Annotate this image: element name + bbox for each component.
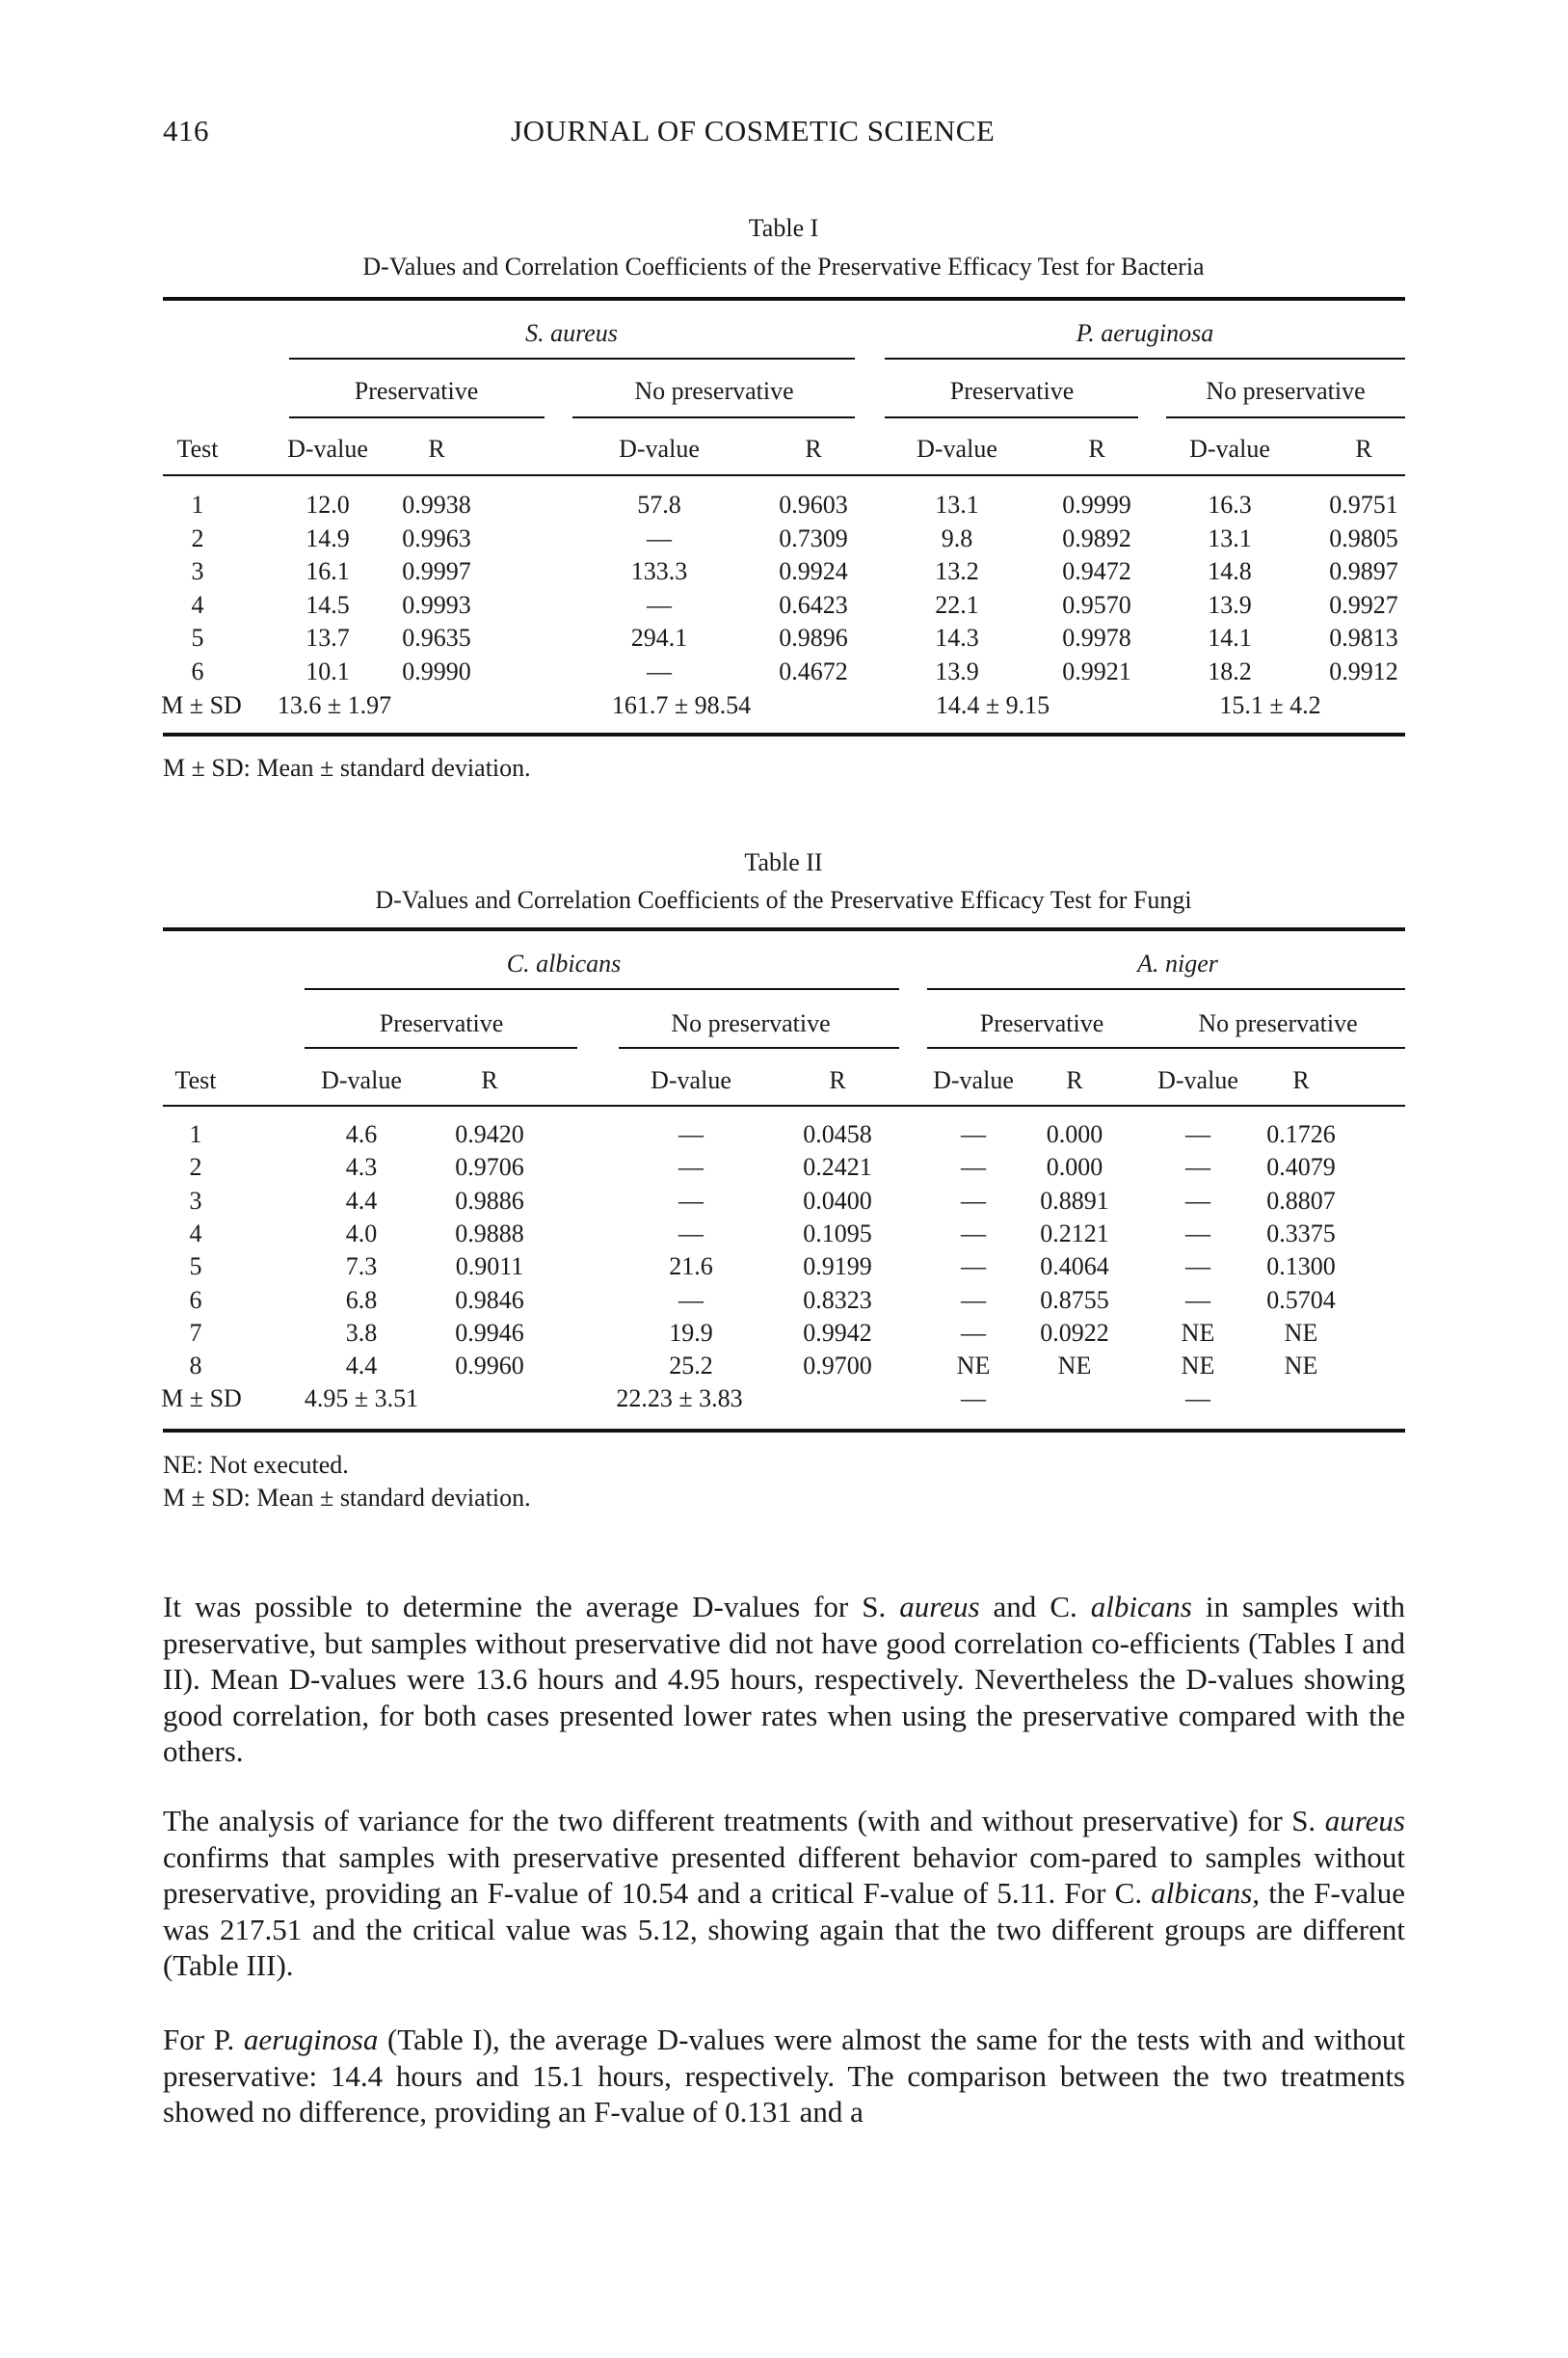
row-test-number: 5: [189, 1252, 202, 1281]
table-cell: 18.2: [1208, 657, 1252, 685]
table-cell: 0.9993: [402, 590, 471, 619]
column-header: R: [1355, 435, 1372, 463]
table-cell: —: [961, 1318, 986, 1347]
table-cell: 0.9886: [455, 1186, 524, 1215]
column-header-test: Test: [174, 1066, 217, 1094]
row-test-number: 2: [189, 1153, 202, 1182]
paragraph-text: The analysis of variance for the two different treatments (with and without preservative) for: [163, 1804, 1292, 1837]
table-cell: 0.2121: [1040, 1219, 1109, 1247]
table-cell: —: [647, 523, 672, 552]
table-cell: 0.9990: [402, 657, 471, 685]
species-name: aureus: [1324, 1804, 1405, 1837]
group-header: Preservative: [979, 1009, 1104, 1037]
organism-underline: [927, 988, 1405, 990]
table-cell: 133.3: [630, 557, 688, 586]
table-cell: 0.1726: [1266, 1120, 1336, 1148]
group-header: No preservative: [1198, 1009, 1358, 1037]
organism-header: C. albicans: [506, 950, 622, 978]
column-header: D-value: [651, 1066, 731, 1094]
paragraph-text: confirms that samples with preservative presented different behavior com-pared to samples without preservative, providing an F-value of 10.54 and a critical F-value of 5.11. For: [163, 1839, 1405, 1910]
column-header: R: [428, 435, 445, 463]
row-test-number: 4: [191, 590, 204, 619]
summary-value: —: [1185, 1384, 1210, 1413]
paragraph-text: (Table I), the average D-values were almost the same for the tests with and without preservative: 14.4 hours and 15.1 hours, respectively. The comparison between the two treatments showed no difference, providing an F-value of 0.131 and a: [163, 2023, 1405, 2129]
table-footnote: M ± SD: Mean ± standard deviation.: [163, 754, 531, 782]
journal-title: JOURNAL OF COSMETIC SCIENCE: [511, 114, 996, 147]
organism-header: S. aureus: [525, 319, 618, 347]
table-cell: NE: [1181, 1352, 1215, 1380]
table-cell: 13.9: [935, 657, 979, 685]
organism-underline: [289, 358, 855, 360]
organism-header: P. aeruginosa: [1076, 319, 1214, 347]
body-paragraph: [163, 2022, 1405, 2130]
table-caption: D-Values and Correlation Coefficients of the Preservative Efficacy Test for Bacteria: [362, 253, 1205, 281]
column-header: D-value: [287, 435, 368, 463]
table-footnote: NE: Not executed.: [163, 1451, 349, 1479]
table-cell: 9.8: [941, 523, 973, 552]
table-cell: 0.9706: [455, 1153, 524, 1182]
table-cell: 14.9: [306, 523, 350, 552]
table-cell: —: [961, 1285, 986, 1314]
table-cell: 14.8: [1208, 557, 1252, 586]
table-cell: —: [1185, 1219, 1210, 1247]
table-cell: 4.3: [345, 1153, 378, 1182]
row-test-number: 4: [189, 1219, 202, 1247]
table-cell: 0.0458: [803, 1120, 872, 1148]
table-bottom-rule: [163, 733, 1405, 737]
organism-header: A. niger: [1137, 950, 1218, 978]
table-cell: 0.9846: [455, 1285, 524, 1314]
table-cell: 0.9472: [1062, 557, 1131, 586]
table-cell: —: [1185, 1120, 1210, 1148]
table-bottom-rule: [163, 1429, 1405, 1433]
table-cell: —: [961, 1186, 986, 1215]
paragraph-text: S.: [862, 1590, 900, 1623]
table-cell: —: [678, 1120, 704, 1148]
group-header: No preservative: [1206, 377, 1366, 405]
table-cell: 0.9570: [1062, 590, 1131, 619]
table-cell: 0.1300: [1266, 1252, 1336, 1281]
table-cell: —: [961, 1153, 986, 1182]
table-cell: 16.3: [1208, 491, 1252, 519]
table-cell: —: [647, 590, 672, 619]
table-cell: 10.1: [306, 657, 350, 685]
summary-label: M ± SD: [161, 1384, 242, 1413]
paragraph-text: C.: [1114, 1876, 1152, 1910]
summary-label: M ± SD: [161, 690, 242, 719]
table-cell: 22.1: [935, 590, 979, 619]
group-header: Preservative: [949, 377, 1075, 405]
group-underline: [1151, 1047, 1405, 1049]
table-cell: 0.5704: [1266, 1285, 1336, 1314]
species-name: aeruginosa: [243, 2023, 379, 2056]
body-paragraph: [163, 1803, 1405, 1984]
table-cell: 0.7309: [779, 523, 848, 552]
group-header: Preservative: [379, 1009, 504, 1037]
table-cell: 0.9946: [455, 1318, 524, 1347]
row-test-number: 3: [191, 557, 204, 586]
column-header: D-value: [1157, 1066, 1238, 1094]
table-cell: 13.9: [1208, 590, 1252, 619]
group-underline: [885, 416, 1138, 418]
body-paragraph: [163, 1589, 1405, 1770]
paragraph-text: It was possible to determine the average D-values for: [163, 1590, 863, 1623]
table-cell: 0.4079: [1266, 1153, 1336, 1182]
table-cell: 0.9924: [779, 557, 848, 586]
column-header: R: [829, 1066, 846, 1094]
column-header-test: Test: [176, 435, 219, 463]
table-cell: NE: [1181, 1318, 1215, 1347]
table-cell: 0.8323: [803, 1285, 872, 1314]
table-cell: 14.3: [935, 624, 979, 653]
summary-value: 161.7 ± 98.54: [611, 690, 752, 719]
table-cell: 0.9997: [402, 557, 471, 586]
row-test-number: 1: [191, 491, 204, 519]
group-header: Preservative: [354, 377, 479, 405]
summary-value: 15.1 ± 4.2: [1219, 690, 1321, 719]
table-cell: —: [678, 1186, 704, 1215]
table-cell: NE: [956, 1352, 991, 1380]
table-cell: 0.9942: [803, 1318, 872, 1347]
table-cell: 13.2: [935, 557, 979, 586]
table-label: Table II: [744, 848, 823, 876]
table-cell: 4.4: [345, 1186, 378, 1215]
table-cell: 3.8: [345, 1318, 378, 1347]
table-cell: 0.2421: [803, 1153, 872, 1182]
table-cell: 0.8755: [1040, 1285, 1109, 1314]
table-cell: —: [961, 1120, 986, 1148]
table-cell: 0.9011: [455, 1252, 524, 1281]
table-cell: 0.9896: [779, 624, 848, 653]
summary-value: 22.23 ± 3.83: [616, 1384, 743, 1413]
table-cell: 14.1: [1208, 624, 1252, 653]
group-underline: [1166, 416, 1405, 418]
paragraph-text: and: [979, 1590, 1050, 1623]
column-header: R: [1066, 1066, 1083, 1094]
row-test-number: 3: [189, 1186, 202, 1215]
table-cell: 14.5: [306, 590, 350, 619]
group-underline: [289, 416, 545, 418]
table-cell: —: [678, 1285, 704, 1314]
table-cell: 294.1: [630, 624, 688, 653]
column-header: D-value: [321, 1066, 402, 1094]
table-cell: 0.1095: [803, 1219, 872, 1247]
group-underline: [305, 1047, 577, 1049]
table-cell: 13.1: [935, 491, 979, 519]
table-cell: 0.0922: [1040, 1318, 1109, 1347]
header-rule: [163, 1105, 1405, 1107]
table-cell: 0.8891: [1040, 1186, 1109, 1215]
table-top-rule: [163, 297, 1405, 301]
column-header: D-value: [933, 1066, 1014, 1094]
table-cell: 21.6: [669, 1252, 713, 1281]
table-cell: 0.9813: [1329, 624, 1398, 653]
column-header: R: [1292, 1066, 1310, 1094]
table-cell: 4.6: [345, 1120, 378, 1148]
species-name: albicans,: [1151, 1876, 1261, 1910]
organism-underline: [885, 358, 1405, 360]
row-test-number: 5: [191, 624, 204, 653]
table-cell: NE: [1057, 1352, 1092, 1380]
row-test-number: 7: [189, 1318, 202, 1347]
header-rule: [163, 474, 1405, 476]
table-cell: —: [1185, 1186, 1210, 1215]
row-test-number: 1: [189, 1120, 202, 1148]
table-cell: 0.9912: [1329, 657, 1398, 685]
species-name: aureus: [899, 1590, 980, 1623]
row-test-number: 6: [189, 1285, 202, 1314]
page-number: 416: [163, 114, 209, 147]
column-header: D-value: [1189, 435, 1270, 463]
table-cell: 0.9927: [1329, 590, 1398, 619]
row-test-number: 2: [191, 523, 204, 552]
table-cell: NE: [1284, 1352, 1318, 1380]
table-cell: 0.9978: [1062, 624, 1131, 653]
table-cell: 19.9: [669, 1318, 713, 1347]
table-cell: 0.9420: [455, 1120, 524, 1148]
column-header: R: [1088, 435, 1105, 463]
paragraph-text: in samples with preservative, but samples without preservative did not have good correlation co-efficients (Tables I and II). Mean D-values were 13.6 hours and 4.95 hours, respectively. Nevertheless the D-values showing good correlation, for both cases presented lower rates when using the preservative compared with the others.: [163, 1590, 1405, 1768]
summary-value: 4.95 ± 3.51: [304, 1384, 419, 1413]
column-header: D-value: [917, 435, 997, 463]
summary-value: 14.4 ± 9.15: [935, 690, 1050, 719]
table-cell: 0.4064: [1040, 1252, 1109, 1281]
table-cell: 0.000: [1046, 1120, 1103, 1148]
paragraph-text: P.: [213, 2023, 244, 2056]
table-cell: 57.8: [637, 491, 681, 519]
table-cell: —: [961, 1219, 986, 1247]
table-top-rule: [163, 927, 1405, 931]
paragraph-text: S.: [1291, 1804, 1325, 1837]
table-cell: NE: [1284, 1318, 1318, 1347]
table-cell: 0.0400: [803, 1186, 872, 1215]
organism-underline: [305, 988, 899, 990]
table-cell: 0.9960: [455, 1352, 524, 1380]
table-caption: D-Values and Correlation Coefficients of the Preservative Efficacy Test for Fungi: [375, 886, 1192, 914]
table-cell: —: [678, 1153, 704, 1182]
table-cell: 0.9892: [1062, 523, 1131, 552]
summary-value: 13.6 ± 1.97: [277, 690, 392, 719]
table-cell: 0.9938: [402, 491, 471, 519]
table-cell: 7.3: [345, 1252, 378, 1281]
table-cell: 12.0: [306, 491, 350, 519]
group-header: No preservative: [634, 377, 794, 405]
group-underline: [572, 416, 855, 418]
group-underline: [927, 1047, 1152, 1049]
summary-value: —: [961, 1384, 986, 1413]
group-underline: [619, 1047, 899, 1049]
paragraph-text: C.: [1050, 1590, 1091, 1623]
table-cell: 25.2: [669, 1352, 713, 1380]
group-header: No preservative: [671, 1009, 831, 1037]
table-cell: 16.1: [306, 557, 350, 586]
table-cell: 0.9751: [1329, 491, 1398, 519]
paragraph-text: For: [163, 2023, 214, 2056]
table-cell: 0.9921: [1062, 657, 1131, 685]
table-cell: 0.3375: [1266, 1219, 1336, 1247]
table-cell: 13.1: [1208, 523, 1252, 552]
table-cell: 4.4: [345, 1352, 378, 1380]
table-cell: 0.000: [1046, 1153, 1103, 1182]
table-cell: 0.9963: [402, 523, 471, 552]
table-cell: 4.0: [345, 1219, 378, 1247]
row-test-number: 6: [191, 657, 204, 685]
table-cell: —: [678, 1219, 704, 1247]
paragraph-text: the F-value was 217.51 and the critical value was 5.12, showing again that the two different groups are different (Table III).: [163, 1876, 1405, 1982]
table-label: Table I: [748, 214, 819, 242]
table-cell: —: [961, 1252, 986, 1281]
table-cell: 0.4672: [779, 657, 848, 685]
species-name: albicans: [1090, 1590, 1192, 1623]
table-cell: —: [1185, 1252, 1210, 1281]
table-cell: 13.7: [306, 624, 350, 653]
column-header: R: [481, 1066, 498, 1094]
column-header: R: [805, 435, 822, 463]
table-cell: 0.8807: [1266, 1186, 1336, 1215]
table-cell: 0.6423: [779, 590, 848, 619]
table-cell: —: [1185, 1153, 1210, 1182]
table-cell: —: [1185, 1285, 1210, 1314]
row-test-number: 8: [189, 1352, 202, 1380]
table-cell: 0.9897: [1329, 557, 1398, 586]
table-cell: 0.9805: [1329, 523, 1398, 552]
table-cell: 0.9603: [779, 491, 848, 519]
table-cell: 0.9199: [803, 1252, 872, 1281]
column-header: D-value: [619, 435, 700, 463]
table-cell: 0.9999: [1062, 491, 1131, 519]
table-footnote: M ± SD: Mean ± standard deviation.: [163, 1484, 531, 1512]
table-cell: —: [647, 657, 672, 685]
table-cell: 6.8: [345, 1285, 378, 1314]
table-cell: 0.9635: [402, 624, 471, 653]
table-cell: 0.9888: [455, 1219, 524, 1247]
table-cell: 0.9700: [803, 1352, 872, 1380]
